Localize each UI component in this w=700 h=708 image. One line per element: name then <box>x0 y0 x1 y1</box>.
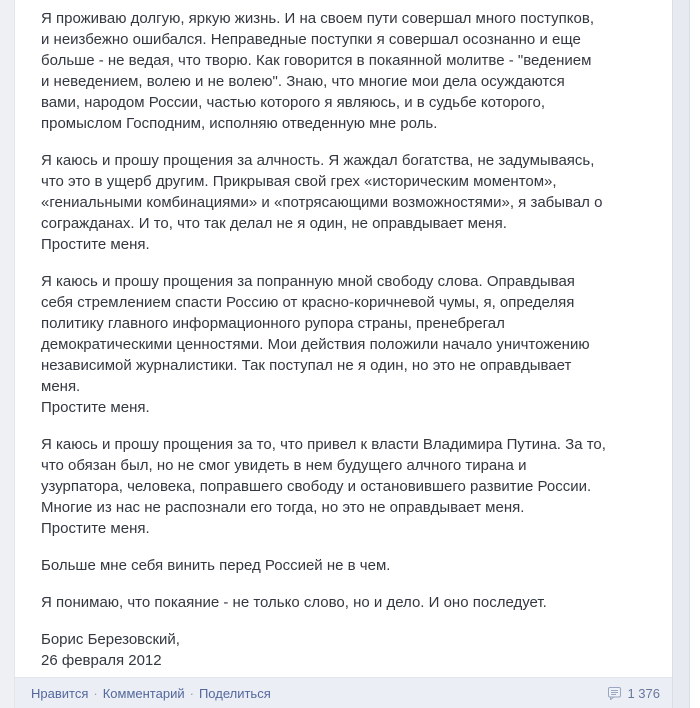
post-text <box>15 0 672 671</box>
text-line: и неведением, волею и не волею". Знаю, что многие мои дела осуждаются <box>41 73 565 90</box>
text-line: узурпатора, человека, поправшего свободу и остановившего развитие России. <box>41 478 592 495</box>
text-line: и неизбежно ошибался. Неправедные поступки я совершал осознанно и еще <box>41 31 581 48</box>
comment-bubble-icon <box>608 687 622 700</box>
signature <box>41 629 648 671</box>
text-line: Я понимаю, что покаяние - не только слово, но и дело. И оно последует. <box>41 594 547 611</box>
paragraph-putin <box>41 434 648 539</box>
text-line: согражданах. И то, что так делал не я один, не оправдывает меня. <box>41 215 507 232</box>
comment-count: 1 376 <box>627 685 660 701</box>
text-line: демократическими ценностями. Мои действия положили начало уничтожению <box>41 336 590 353</box>
text-line: Борис Березовский, <box>41 631 180 648</box>
text-line: «гениальными комбинациями» и «потрясающими возможностями», я забывал о <box>41 194 603 211</box>
paragraph-intro <box>41 8 648 134</box>
separator-dot: · <box>93 685 98 701</box>
text-line: независимой журналистики. Так поступал не я один, но это не оправдывает <box>41 357 572 374</box>
share-link[interactable]: Поделиться <box>198 685 271 701</box>
text-line: что обязан был, но не смог увидеть в нем будущего алчного тирана и <box>41 457 527 474</box>
action-links <box>31 686 271 701</box>
text-line: Я каюсь и прошу прощения за то, что привел к власти Владимира Путина. За то, <box>41 436 606 453</box>
post-action-bar <box>15 677 672 708</box>
text-line: Я каюсь и прошу прощения за попранную мной свободу слова. Оправдывая <box>41 273 575 290</box>
text-line: промыслом Господним, исполняю отведенную мне роль. <box>41 115 438 132</box>
like-link[interactable]: Нравится <box>31 685 89 701</box>
separator-dot: · <box>189 685 194 701</box>
text-line: 26 февраля 2012 <box>41 652 162 669</box>
page-margin-strip <box>0 0 15 708</box>
comment-count-badge[interactable] <box>608 686 660 701</box>
text-line: меня. <box>41 378 81 395</box>
text-line: политику главного информационного рупора страны, пренебрегал <box>41 315 505 332</box>
post-container <box>15 0 672 708</box>
comment-link[interactable]: Комментарий <box>102 685 185 701</box>
text-line: Я проживаю долгую, яркую жизнь. И на своем пути совершал много поступков, <box>41 10 594 27</box>
scrollbar-track[interactable] <box>672 0 690 708</box>
text-line: что это в ущерб другим. Прикрывая свой грех «историческим моментом», <box>41 173 557 190</box>
text-line: Многие из нас не распознали его тогда, но это не оправдывает меня. <box>41 499 525 516</box>
text-line: вами, народом России, частью которого я являюсь, и в судьбе которого, <box>41 94 546 111</box>
paragraph-free-speech <box>41 271 648 418</box>
paragraph-greed <box>41 150 648 255</box>
text-line: себя стремлением спасти Россию от красно-коричневой чумы, я, определяя <box>41 294 575 311</box>
paragraph-repentance-deed <box>41 592 648 613</box>
text-line: Я каюсь и прошу прощения за алчность. Я жаждал богатства, не задумываясь, <box>41 152 595 169</box>
text-line: Простите меня. <box>41 399 150 416</box>
text-line: больше - не ведая, что творю. Как говорится в покаянной молитве - "ведением <box>41 52 592 69</box>
text-line: Простите меня. <box>41 520 150 537</box>
text-line: Больше мне себя винить перед Россией не в чем. <box>41 557 391 574</box>
text-line: Простите меня. <box>41 236 150 253</box>
paragraph-no-more-blame <box>41 555 648 576</box>
